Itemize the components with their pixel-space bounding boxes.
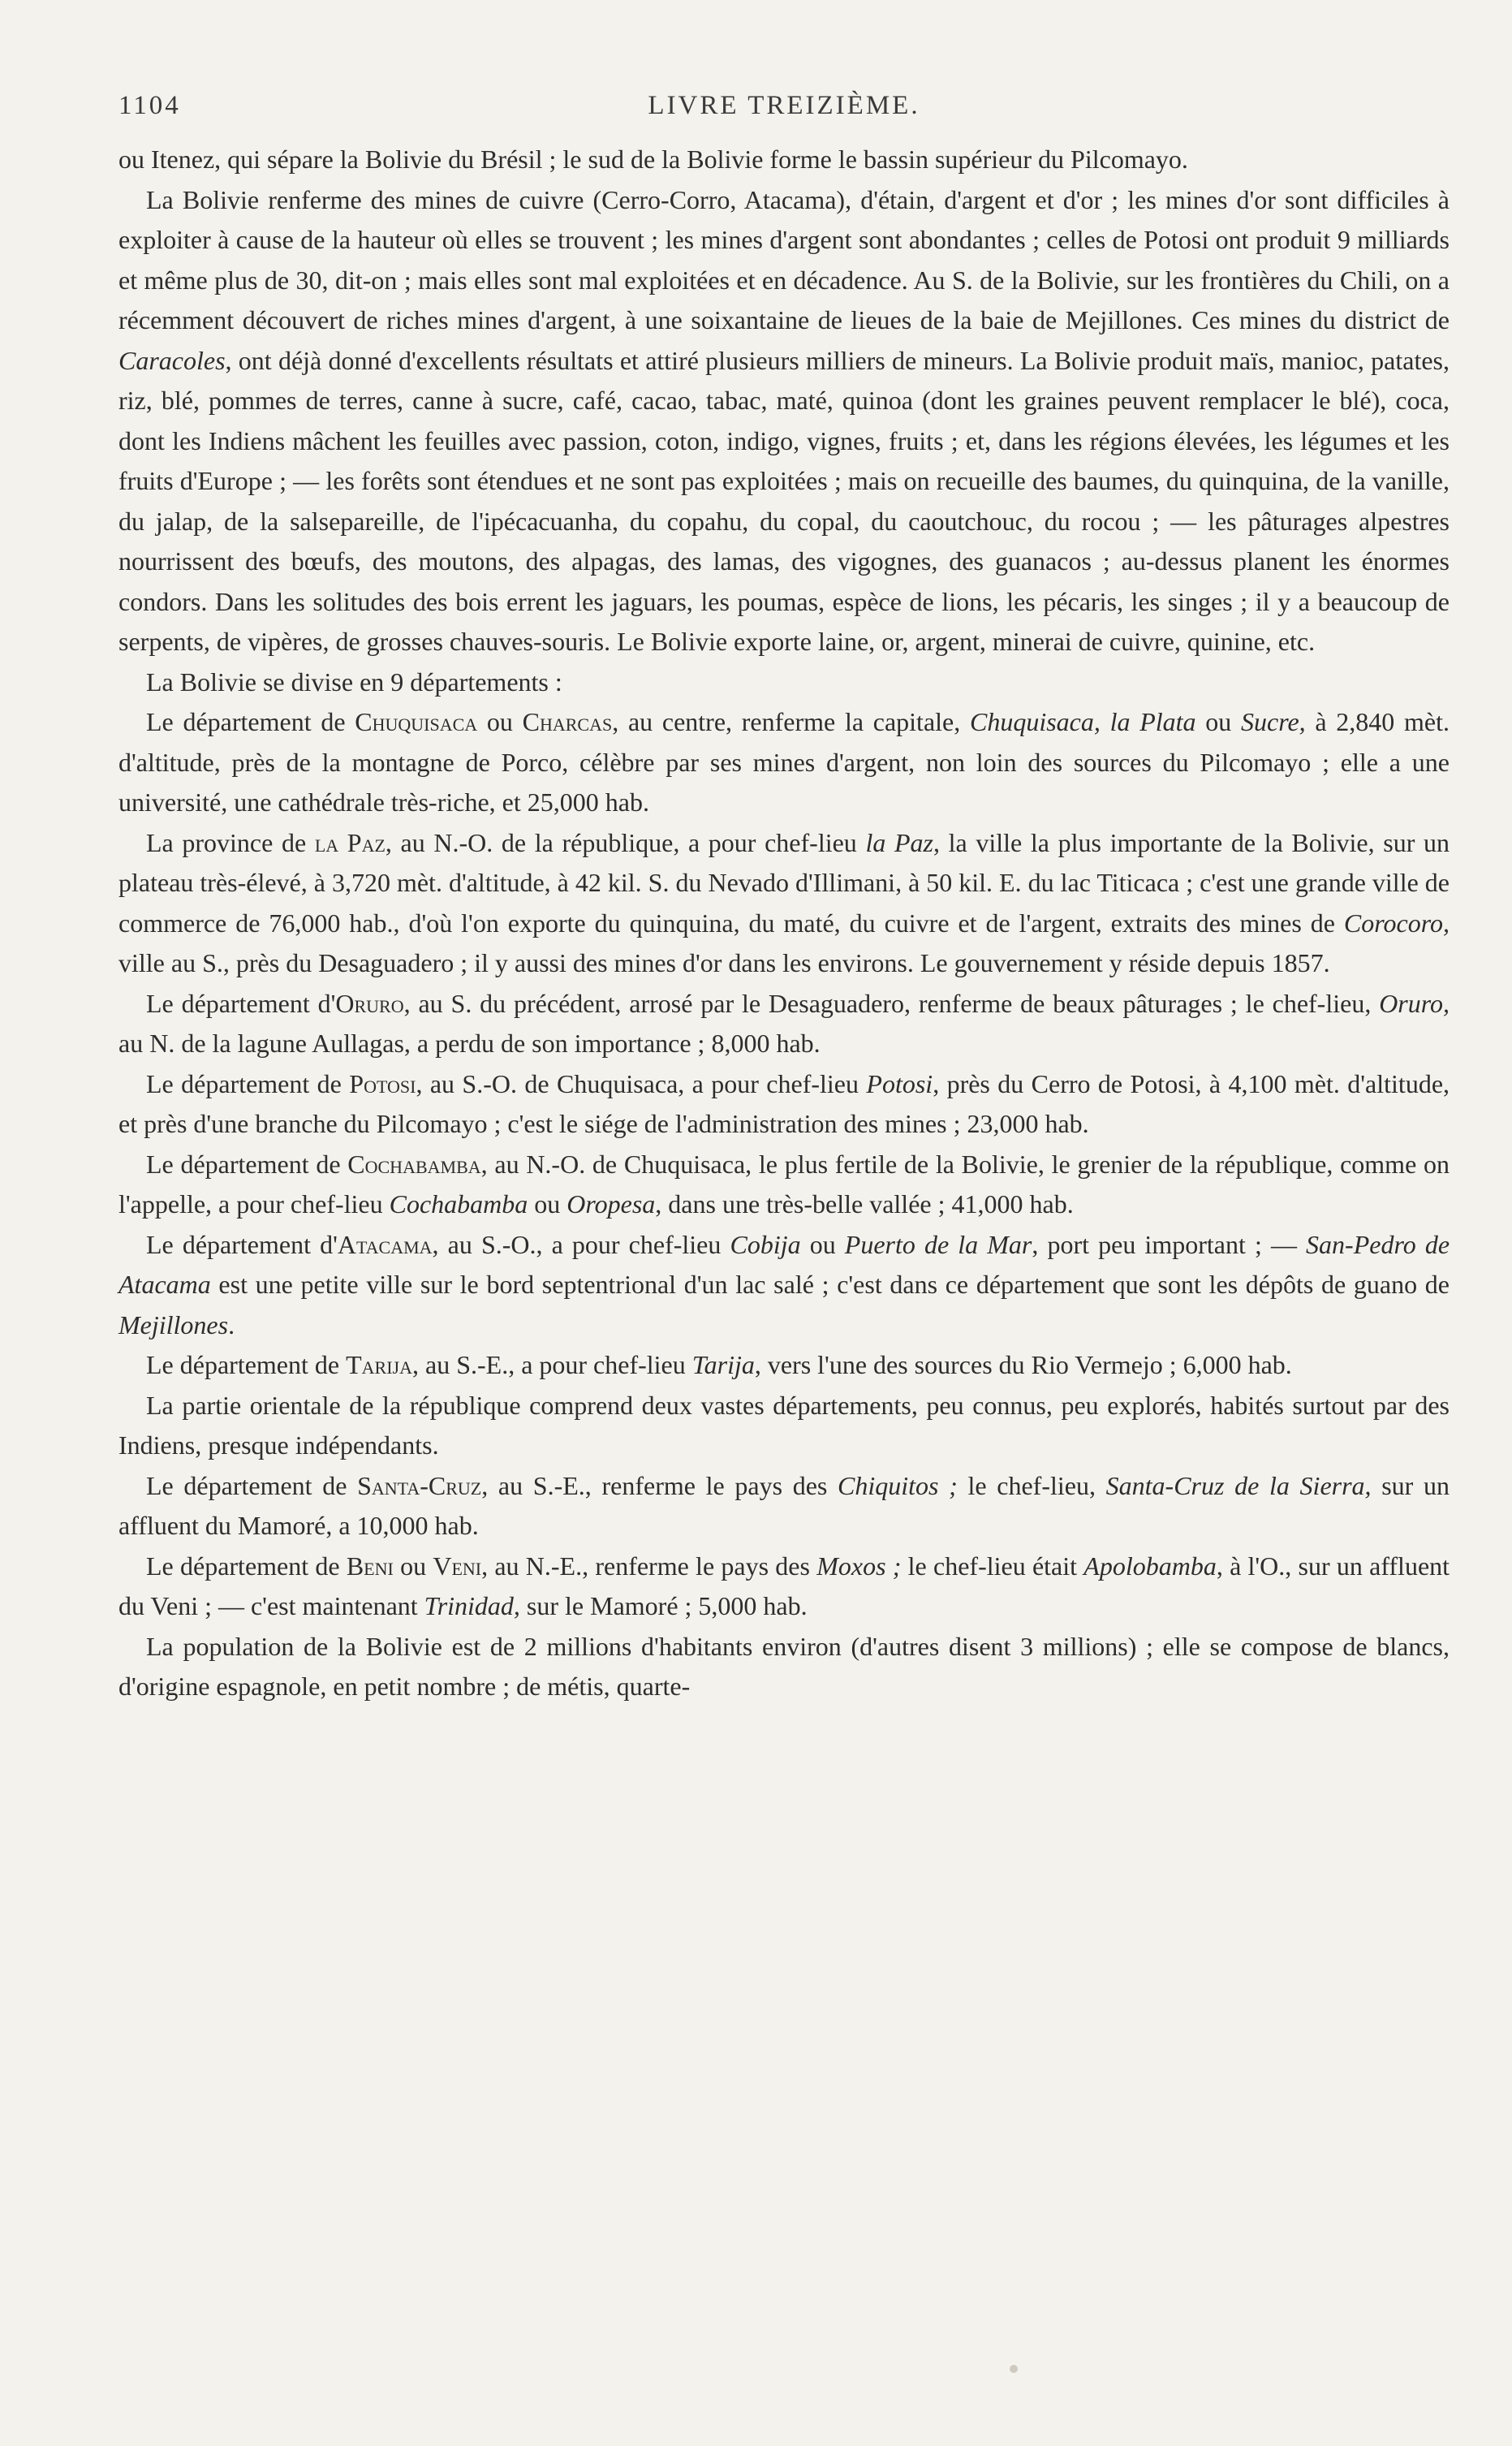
paragraph-chuquisaca: Le département de Chuquisaca ou Charcas, au centre, renferme la capitale, Chuquisaca, la Plata ou Sucre, à 2,840 mèt. d'altitude, près de la montagne de Porco, célèbre par ses mines d'argent, non loin des sources du Pilcomayo ; elle a une université, une cathédrale très-riche, et 25,000 hab. [118, 707, 1450, 817]
paragraph-eastern-region: La partie orientale de la république comprend deux vastes départements, peu connus, peu explorés, habités surtout par des Indiens, presque indépendants. [118, 1390, 1450, 1460]
paragraph-cochabamba: Le département de Cochabamba, au N.-O. de Chuquisaca, le plus fertile de la Bolivie, le grenier de la république, comme on l'appelle, a pour chef-lieu Cochabamba ou Oropesa, dans une très-belle vallée ; 41,000 hab. [118, 1149, 1450, 1219]
paragraph-pilcomayo: ou Itenez, qui sépare la Bolivie du Brésil ; le sud de la Bolivie forme le bassin supérieur du Pilcomayo. [118, 145, 1188, 174]
paragraph-population: La population de la Bolivie est de 2 millions d'habitants environ (d'autres disent 3 millions) ; elle se compose de blancs, d'origine espagnole, en petit nombre ; de métis, quarte- [118, 1631, 1450, 1701]
paragraph-departments-intro: La Bolivie se divise en 9 départements : [146, 667, 562, 697]
page-header [118, 91, 1450, 140]
paragraph-tarija: Le département de Tarija, au S.-E., a pour chef-lieu Tarija, vers l'une des sources du Rio Vermejo ; 6,000 hab. [146, 1350, 1292, 1379]
running-title: LIVRE TREIZIÈME. [648, 91, 920, 120]
page-number: 1104 [118, 91, 181, 120]
paragraph-oruro: Le département d'Oruro, au S. du précédent, arrosé par le Desaguadero, renferme de beaux pâturages ; le chef-lieu, Oruro, au N. de la lagune Aullagas, a perdu de son importance ; 8,000 hab. [118, 988, 1450, 1058]
ink-spot [1010, 2365, 1018, 2373]
paragraph-potosi: Le département de Potosi, au S.-O. de Chuquisaca, a pour chef-lieu Potosi, près du Cerro de Potosi, à 4,100 mèt. d'altitude, et près d'une branche du Pilcomayo ; c'est le siége de l'administration des mines ; 23,000 hab. [118, 1068, 1450, 1138]
paragraph-beni: Le département de Beni ou Veni, au N.-E., renferme le pays des Moxos ; le chef-lieu était Apolobamba, à l'O., sur un affluent du Veni ; — c'est maintenant Trinidad, sur le Mamoré ; 5,000 hab. [118, 1551, 1450, 1620]
paragraph-la-paz: La province de la Paz, au N.-O. de la république, a pour chef-lieu la Paz, la ville la plus importante de la Bolivie, sur un plateau très-élevé, à 3,720 mèt. d'altitude, à 42 kil. S. du Nevado d'Illimani, à 50 kil. E. du lac Titicaca ; c'est une grande ville de commerce de 76,000 hab., d'où l'on exporte du quinquina, du maté, du cuivre et de l'argent, extraits des mines de Corocoro, ville au S., près du Desaguadero ; il y aussi des mines d'or dans les environs. Le gouvernement y réside depuis 1857. [118, 827, 1450, 977]
book-page [118, 91, 1450, 1707]
body-text [118, 140, 1450, 1707]
paragraph-mines-products: La Bolivie renferme des mines de cuivre (Cerro-Corro, Atacama), d'étain, d'argent et d'or ; les mines d'or sont difficiles à exploiter à cause de la hauteur où elles se trouvent ; les mines d'argent sont abondantes ; celles de Potosi ont produit 9 milliards et même plus de 30, dit-on ; mais elles sont mal exploitées et en décadence. Au S. de la Bolivie, sur les frontières du Chili, on a récemment découvert de riches mines d'argent, à une soixantaine de lieues de la baie de Mejillones. Ces mines du district de Caracoles, ont déjà donné d'excellents résultats et attiré plusieurs milliers de mineurs. La Bolivie produit maïs, manioc, patates, riz, blé, pommes de terres, canne à sucre, café, cacao, tabac, maté, quinoa (dont les graines peuvent remplacer le blé), coca, dont les Indiens mâchent les feuilles avec passion, coton, indigo, vignes, fruits ; et, dans les régions élevées, les légumes et les fruits d'Europe ; — les forêts sont étendues et ne sont pas exploitées ; mais on recueille des baumes, du quinquina, de la vanille, du jalap, de la salsepareille, de l'ipécacuanha, du copahu, du copal, du caoutchouc, du rocou ; — les pâturages alpestres nourrissent des bœufs, des moutons, des alpagas, des lamas, des vigognes, des guanacos ; au-dessus planent les énormes condors. Dans les solitudes des bois errent les jaguars, les poumas, espèce de lions, les pécaris, les singes ; il y a beaucoup de serpents, de vipères, de grosses chauves-souris. Le Bolivie exporte laine, or, argent, minerai de cuivre, quinine, etc. [118, 184, 1450, 656]
paragraph-santa-cruz: Le département de Santa-Cruz, au S.-E., renferme le pays des Chiquitos ; le chef-lieu, Santa-Cruz de la Sierra, sur un affluent du Mamoré, a 10,000 hab. [118, 1470, 1450, 1540]
paragraph-atacama: Le département d'Atacama, au S.-O., a pour chef-lieu Cobija ou Puerto de la Mar, port peu important ; — San-Pedro de Atacama est une petite ville sur le bord septentrional d'un lac salé ; c'est dans ce département que sont les dépôts de guano de Mejillones. [118, 1229, 1450, 1339]
